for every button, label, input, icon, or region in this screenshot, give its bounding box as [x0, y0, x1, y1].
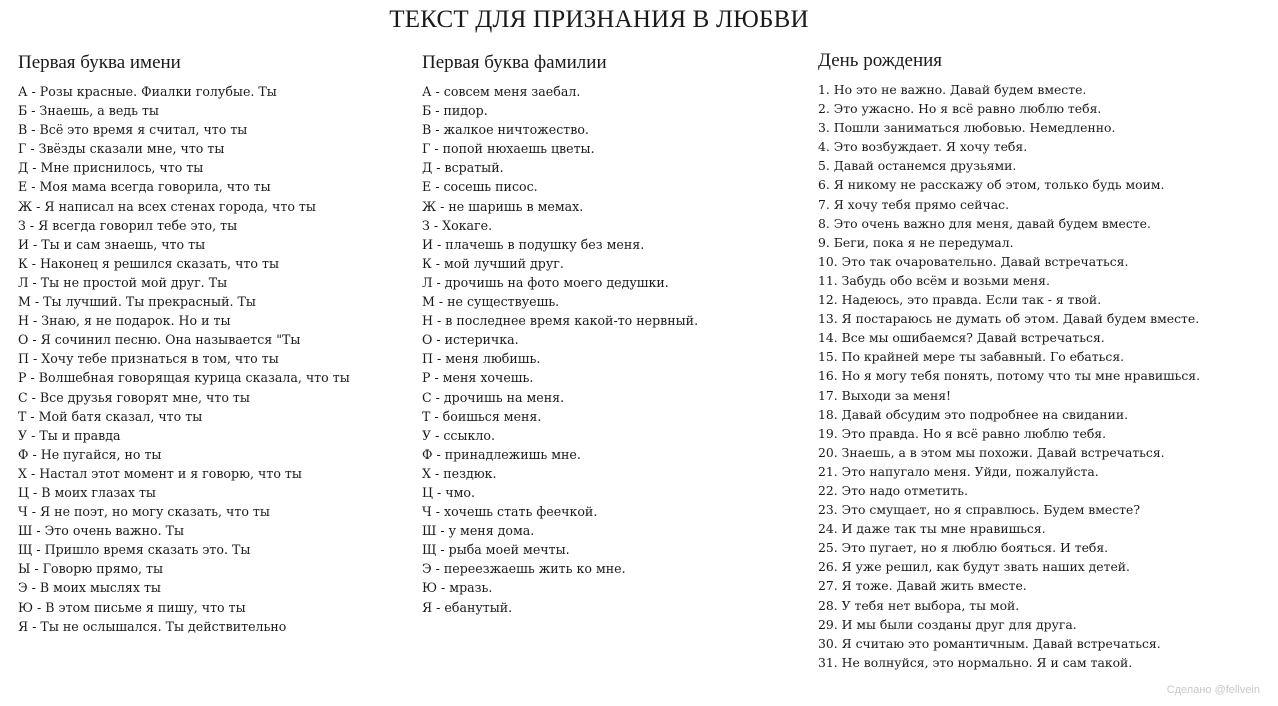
list-item: Ш - Это очень важно. Ты — [18, 523, 185, 539]
list-item: 30. Я считаю это романтичным. Давай встречаться. — [818, 635, 1161, 651]
list-item: Ч - хочешь стать феечкой. — [422, 504, 598, 520]
list-item: Ы - Говорю прямо, ты — [18, 561, 164, 577]
list-item: Ц - В моих глазах ты — [18, 484, 156, 500]
list-item: В - жалкое ничтожество. — [422, 122, 589, 138]
list-item: З - Хокаге. — [422, 217, 493, 233]
list-item: 18. Давай обсудим это подробнее на свидании. — [818, 406, 1129, 422]
list-item: 31. Не волнуйся, это нормально. Я и сам такой. — [818, 654, 1133, 670]
list-item: Д - всратый. — [422, 160, 504, 176]
list-item: И - Ты и сам знаешь, что ты — [18, 236, 206, 252]
list-item: 24. И даже так ты мне нравишься. — [818, 521, 1046, 537]
list-item: 4. Это возбуждает. Я хочу тебя. — [818, 139, 1028, 155]
birthday-list — [818, 80, 1268, 672]
list-item: И - плачешь в подушку без меня. — [422, 236, 645, 252]
list-item: У - Ты и правда — [18, 427, 121, 443]
list-item: 10. Это так очаровательно. Давай встречаться. — [818, 253, 1129, 269]
list-item: 13. Я постараюсь не думать об этом. Давай будем вместе. — [818, 311, 1200, 327]
list-item: О - истеричка. — [422, 332, 519, 348]
list-item: 23. Это смущает, но я справлюсь. Будем вместе? — [818, 502, 1140, 518]
list-item: 25. Это пугает, но я люблю бояться. И тебя. — [818, 540, 1109, 556]
list-item: Ш - у меня дома. — [422, 523, 535, 539]
column-header-first-name: Первая буква имени — [18, 52, 181, 73]
watermark: Сделано @fellvein — [1166, 684, 1260, 696]
list-item: 5. Давай останемся друзьями. — [818, 158, 1017, 174]
list-item: 1. Но это не важно. Давай будем вместе. — [818, 82, 1087, 97]
list-item: Ж - не шаришь в мемах. — [422, 198, 584, 214]
column-first-name — [18, 52, 413, 636]
list-item: Ф - принадлежишь мне. — [422, 446, 581, 462]
list-item: 7. Я хочу тебя прямо сейчас. — [818, 196, 1010, 212]
column-header-birthday: День рождения — [818, 50, 943, 71]
list-item: С - Все друзья говорят мне, что ты — [18, 389, 250, 405]
column-birthday — [818, 50, 1268, 672]
list-item: Щ - рыба моей мечты. — [422, 542, 570, 558]
list-item: П - меня любишь. — [422, 351, 541, 367]
list-item: В - Всё это время я считал, что ты — [18, 122, 248, 138]
list-item: Х - пездюк. — [422, 465, 497, 481]
list-item: О - Я сочинил песню. Она называется "Ты — [18, 332, 301, 348]
list-item: К - мой лучший друг. — [422, 255, 564, 271]
list-item: 8. Это очень важно для меня, давай будем вместе. — [818, 215, 1151, 231]
list-item: Т - Мой батя сказал, что ты — [18, 408, 203, 424]
list-item: 15. По крайней мере ты забавный. Го ебаться. — [818, 349, 1125, 365]
list-item: Б - пидор. — [422, 103, 488, 119]
list-item: Ю - мразь. — [422, 580, 493, 596]
list-item: 14. Все мы ошибаемся? Давай встречаться. — [818, 330, 1105, 346]
list-item: Д - Мне приснилось, что ты — [18, 160, 204, 176]
list-item: 9. Беги, пока я не передумал. — [818, 234, 1014, 250]
list-item: 19. Это правда. Но я всё равно люблю тебя. — [818, 425, 1107, 441]
list-item: 22. Это надо отметить. — [818, 482, 968, 498]
list-item: Г - Звёзды сказали мне, что ты — [18, 141, 225, 157]
list-item: Щ - Пришло время сказать это. Ты — [18, 542, 251, 558]
list-item: Е - Моя мама всегда говорила, что ты — [18, 179, 271, 195]
list-item: Р - Волшебная говорящая курица сказала, что ты — [18, 370, 350, 386]
list-item: А - совсем меня заебал. — [422, 84, 581, 99]
page-title: ТЕКСТ ДЛЯ ПРИЗНАНИЯ В ЛЮБВИ — [389, 6, 809, 33]
list-item: 21. Это напугало меня. Уйди, пожалуйста. — [818, 463, 1099, 479]
list-item: М - Ты лучший. Ты прекрасный. Ты — [18, 294, 256, 310]
column-last-name — [422, 52, 817, 617]
list-item: С - дрочишь на меня. — [422, 389, 565, 405]
list-item: Ц - чмо. — [422, 484, 475, 500]
list-item: Х - Настал этот момент и я говорю, что ты — [18, 465, 302, 481]
list-item: З - Я всегда говорил тебе это, ты — [18, 217, 238, 233]
list-item: Л - Ты не простой мой друг. Ты — [18, 274, 228, 290]
list-item: Б - Знаешь, а ведь ты — [18, 103, 159, 119]
list-item: Ю - В этом письме я пишу, что ты — [18, 599, 246, 615]
list-item: 20. Знаешь, а в этом мы похожи. Давай встречаться. — [818, 444, 1165, 460]
list-item: А - Розы красные. Фиалки голубые. Ты — [18, 84, 277, 99]
list-item: Я - Ты не ослышался. Ты действительно — [18, 618, 287, 634]
list-item: 16. Но я могу тебя понять, потому что ты мне нравишься. — [818, 368, 1201, 384]
list-item: М - не существуешь. — [422, 294, 560, 310]
first-name-list — [18, 82, 413, 636]
list-item: Ф - Не пугайся, но ты — [18, 446, 162, 462]
list-item: Л - дрочишь на фото моего дедушки. — [422, 274, 669, 290]
list-item: 3. Пошли заниматься любовью. Немедленно. — [818, 120, 1116, 136]
list-item: 11. Забудь обо всём и возьми меня. — [818, 272, 1050, 288]
list-item: Т - боишься меня. — [422, 408, 542, 424]
list-item: Н - Знаю, я не подарок. Но и ты — [18, 313, 231, 329]
list-item: Н - в последнее время какой-то нервный. — [422, 313, 699, 329]
list-item: У - ссыкло. — [422, 427, 495, 443]
list-item: Э - В моих мыслях ты — [18, 580, 161, 596]
list-item: Г - попой нюхаешь цветы. — [422, 141, 595, 157]
list-item: 27. Я тоже. Давай жить вместе. — [818, 578, 1027, 594]
list-item: 26. Я уже решил, как будут звать наших детей. — [818, 559, 1130, 575]
list-item: 6. Я никому не расскажу об этом, только будь моим. — [818, 177, 1165, 193]
list-item: Э - переезжаешь жить ко мне. — [422, 561, 626, 577]
list-item: Ж - Я написал на всех стенах города, что ты — [18, 198, 316, 214]
list-item: Е - сосешь писос. — [422, 179, 538, 195]
list-item: 28. У тебя нет выбора, ты мой. — [818, 597, 1020, 613]
list-item: Р - меня хочешь. — [422, 370, 534, 386]
list-item: П - Хочу тебе признаться в том, что ты — [18, 351, 279, 367]
column-header-last-name: Первая буква фамилии — [422, 52, 607, 73]
list-item: 17. Выходи за меня! — [818, 387, 951, 403]
list-item: 2. Это ужасно. Но я всё равно люблю тебя. — [818, 101, 1102, 117]
last-name-list — [422, 82, 817, 617]
list-item: 29. И мы были созданы друг для друга. — [818, 616, 1077, 632]
list-item: 12. Надеюсь, это правда. Если так - я твой. — [818, 292, 1102, 308]
list-item: Ч - Я не поэт, но могу сказать, что ты — [18, 504, 270, 520]
list-item: К - Наконец я решился сказать, что ты — [18, 255, 279, 271]
list-item: Я - ебанутый. — [422, 599, 513, 615]
